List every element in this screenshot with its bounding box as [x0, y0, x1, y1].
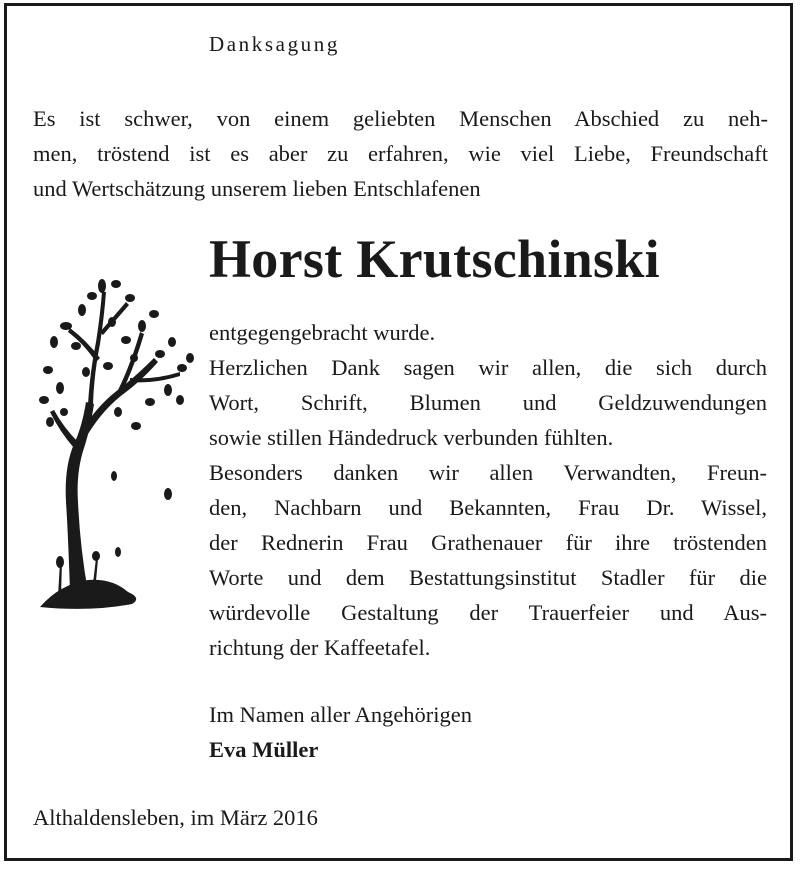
intro-line: men, tröstend ist es aber zu erfahren, wie viel Liebe, Freundschaft — [33, 141, 768, 166]
notice-heading: Danksagung — [209, 32, 340, 56]
intro-text — [33, 101, 768, 206]
body-line: den, Nachbarn und Bekannten, Frau Dr. Wissel, — [209, 495, 767, 520]
body-line: der Rednerin Frau Grathenauer für ihre tröstenden — [209, 530, 767, 555]
place-date: Althaldensleben, im März 2016 — [33, 805, 318, 830]
body-line: würdevolle Gestaltung der Trauerfeier und Aus- — [209, 600, 767, 625]
signer-name: Eva Müller — [209, 737, 319, 762]
body-line: richtung der Kaffeetafel. — [209, 635, 431, 660]
body-line: Besonders danken wir allen Verwandten, Freun- — [209, 460, 767, 485]
closing-block — [209, 697, 472, 767]
intro-line: und Wertschätzung unserem lieben Entschlafenen — [33, 176, 481, 201]
body-line: Wort, Schrift, Blumen und Geldzuwendungen — [209, 390, 767, 415]
tree-icon — [30, 262, 200, 622]
intro-line: Es ist schwer, von einem geliebten Menschen Abschied zu neh- — [33, 106, 768, 131]
deceased-name: Horst Krutschinski — [209, 229, 660, 289]
body-line: sowie stillen Händedruck verbunden fühlten. — [209, 425, 614, 450]
body-text — [209, 315, 767, 665]
body-line: Worte und dem Bestattungsinstitut Stadler für die — [209, 565, 767, 590]
body-line: entgegengebracht wurde. — [209, 320, 436, 345]
closing-line: Im Namen aller Angehörigen — [209, 702, 473, 727]
body-line: Herzlichen Dank sagen wir allen, die sich durch — [209, 355, 767, 380]
